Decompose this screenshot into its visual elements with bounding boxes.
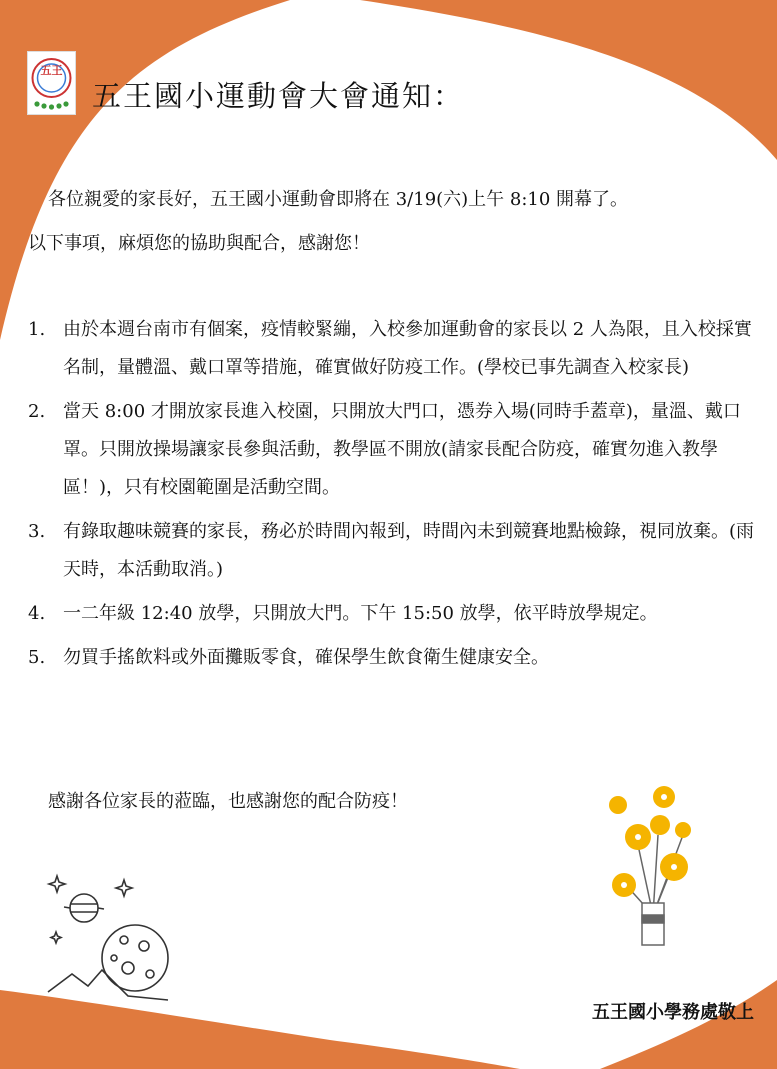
list-item	[28, 595, 763, 633]
school-emblem-icon	[27, 51, 76, 115]
thanks-message: 感謝各位家長的蒞臨，也感謝您的配合防疫！	[48, 791, 408, 812]
item-number: 4.	[28, 603, 46, 624]
list-item	[28, 639, 763, 677]
item-text: 有錄取趣味競賽的家長，務必於時間內報到，時間內未到競賽地點檢錄，視同放棄。(雨天時，本活動取消。)	[63, 521, 755, 580]
item-text: 勿買手搖飲料或外面攤販零食，確保學生飲食衛生健康安全。	[63, 647, 549, 668]
notice-list	[28, 311, 763, 683]
item-text: 由於本週台南市有個案，疫情較緊繃，入校參加運動會的家長以 2 人為限，且入校採實名制，量體溫、戴口罩等措施，確實做好防疫工作。(學校已事先調查入校家長)	[63, 319, 752, 378]
signature: 五王國小學務處敬上	[592, 1002, 754, 1023]
item-number: 5.	[28, 647, 46, 668]
page-title: 五王國小運動會大會通知：	[92, 79, 465, 113]
item-number: 2.	[28, 401, 46, 422]
intro-line-1: 各位親愛的家長好，五王國小運動會即將在 3/19(六)上午 8:10 開幕了。	[48, 189, 629, 210]
item-text: 當天 8:00 才開放家長進入校園，只開放大門口，憑券入場(同時手蓋章)，量溫、戴口罩。只開放操場讓家長參與活動，教學區不開放(請家長配合防疫，確實勿進入教學區！)，只有校園範圍是活動空間。	[63, 401, 741, 498]
list-item	[28, 311, 763, 387]
item-number: 3.	[28, 521, 46, 542]
flower-bouquet-icon	[598, 775, 708, 950]
item-number: 1.	[28, 319, 46, 340]
intro-line-2: 以下事項，麻煩您的協助與配合，感謝您！	[28, 233, 370, 254]
list-item	[28, 393, 763, 507]
planet-stars-icon	[40, 870, 175, 1010]
item-text: 一二年級 12:40 放學，只開放大門。下午 15:50 放學，依平時放學規定。	[63, 603, 658, 624]
logo-lettering: 五王	[40, 64, 63, 77]
list-item	[28, 513, 763, 589]
